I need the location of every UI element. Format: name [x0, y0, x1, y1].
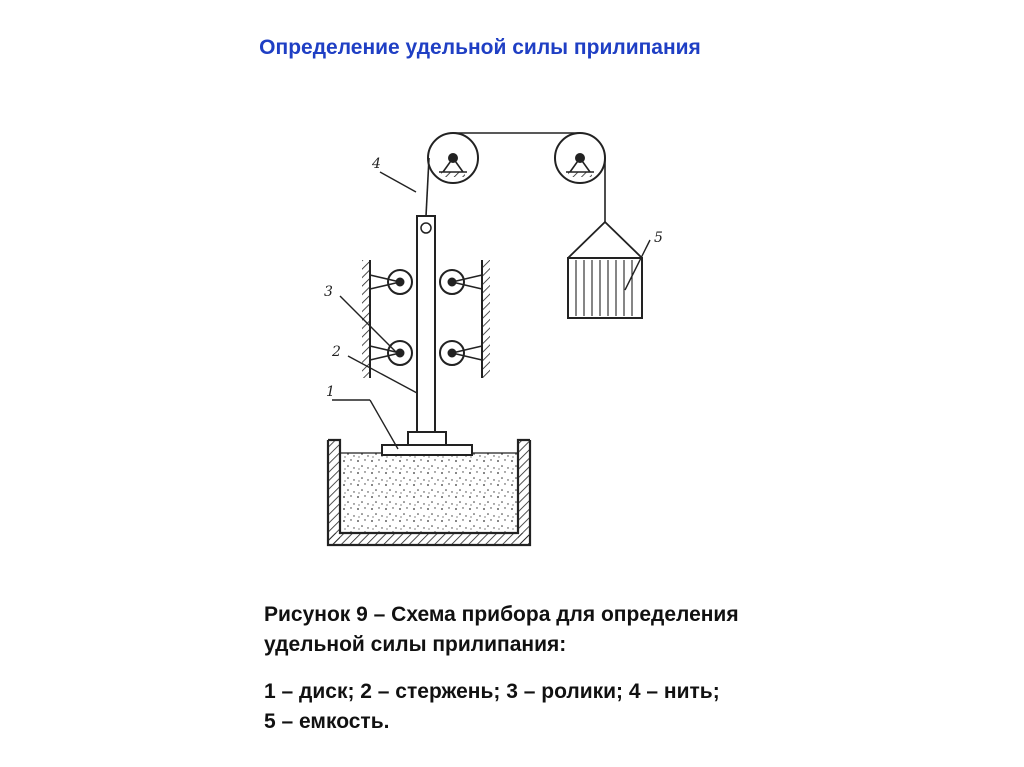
- slide-title: Определение удельной силы прилипания: [259, 36, 701, 59]
- roller-icon: [440, 270, 482, 294]
- caption-line-2: удельной силы прилипания:: [264, 633, 567, 657]
- rod: [417, 216, 435, 432]
- label-3: 3: [324, 284, 333, 300]
- label-4: 4: [372, 156, 381, 172]
- label-5: 5: [654, 230, 663, 246]
- weight-icon: [568, 222, 642, 318]
- roller-icon: [370, 341, 412, 365]
- roller-icon: [440, 341, 482, 365]
- label-2: 2: [332, 344, 341, 360]
- roller-icon: [370, 270, 412, 294]
- legend-line-2: 5 – емкость.: [264, 710, 390, 734]
- caption-line-1: Рисунок 9 – Схема прибора для определения: [264, 603, 739, 626]
- legend-line-1: 1 – диск; 2 – стержень; 3 – ролики; 4 – нить;: [264, 679, 720, 703]
- apparatus-diagram: [300, 110, 690, 570]
- pulley-icon: [555, 133, 605, 183]
- roller-support-right: [482, 260, 490, 378]
- figure-caption: [264, 600, 904, 738]
- label-1: 1: [326, 384, 335, 400]
- pulley-icon: [428, 133, 478, 183]
